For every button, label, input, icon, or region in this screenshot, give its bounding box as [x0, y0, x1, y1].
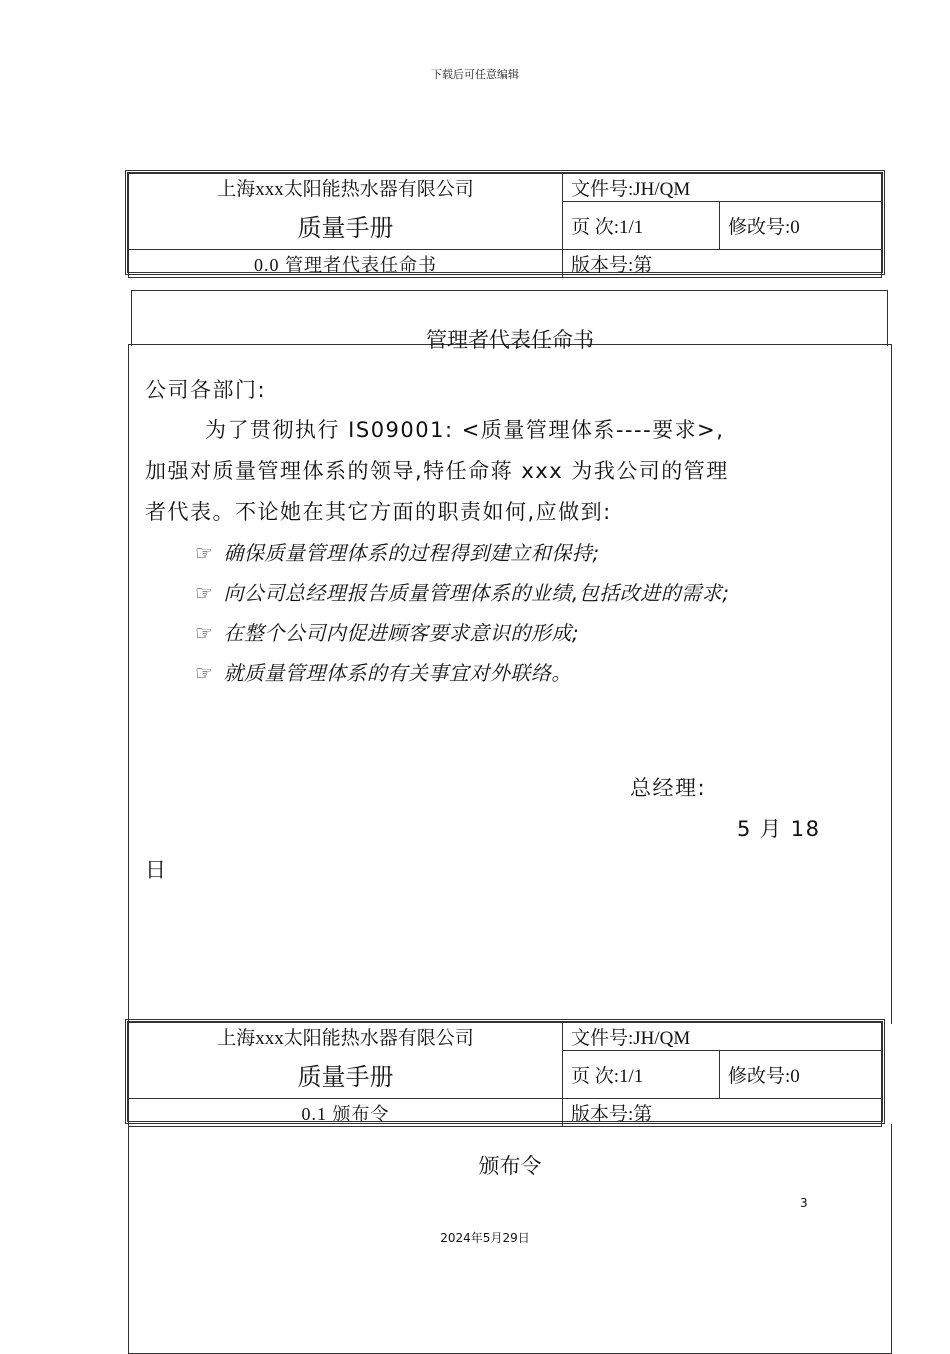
- duty-bullet: [195, 657, 572, 686]
- footer-date: 2024年5月29日: [440, 1231, 530, 1245]
- company-name: 上海xxx太阳能热水器有限公司: [129, 174, 563, 202]
- revision-number: 修改号:0: [720, 202, 882, 250]
- pointing-hand-icon: ☞: [195, 621, 214, 645]
- pointing-hand-icon: ☞: [195, 541, 214, 565]
- top-note: 下载后可任意编辑: [431, 68, 519, 81]
- file-number: 文件号:JH/QM: [563, 1023, 882, 1051]
- page-number: 3: [800, 1196, 808, 1210]
- appointment-date: 5 月 18: [737, 817, 821, 841]
- section-title: 0.1 颁布令: [129, 1099, 563, 1127]
- duty-bullet: [195, 577, 730, 606]
- duty-text: 在整个公司内促进顾客要求意识的形成;: [223, 621, 580, 645]
- document-header-table: [125, 1019, 885, 1124]
- page-count: 页 次:1/1: [563, 1051, 720, 1099]
- page-count: 页 次:1/1: [563, 202, 720, 250]
- company-name: 上海xxx太阳能热水器有限公司: [129, 1023, 563, 1051]
- duty-text: 向公司总经理报告质量管理体系的业绩,包括改进的需求;: [223, 581, 730, 605]
- manual-title: 质量手册: [129, 1051, 563, 1099]
- paragraph-line-1: 为了贯彻执行 IS09001: <质量管理体系----要求>,: [205, 418, 725, 442]
- appointment-date-suffix: 日: [145, 858, 168, 882]
- paragraph-line-2: 加强对质量管理体系的领导,特任命蒋 xxx 为我公司的管理: [145, 459, 729, 483]
- duty-text: 就质量管理体系的有关事宜对外联络。: [223, 661, 572, 685]
- duty-text: 确保质量管理体系的过程得到建立和保持;: [223, 541, 600, 565]
- revision-number: 修改号:0: [720, 1051, 882, 1099]
- duty-bullet: [195, 537, 600, 566]
- salutation: 公司各部门:: [145, 378, 267, 402]
- document-header-table: [125, 170, 885, 275]
- pointing-hand-icon: ☞: [195, 581, 214, 605]
- file-number: 文件号:JH/QM: [563, 174, 882, 202]
- decree-title: 颁布令: [478, 1154, 542, 1178]
- manual-title: 质量手册: [129, 202, 563, 250]
- appointment-title: 管理者代表任命书: [426, 328, 594, 352]
- version-number: 版本号:第: [563, 250, 882, 278]
- duty-bullet: [195, 617, 579, 646]
- signer-label: 总经理:: [630, 776, 707, 800]
- pointing-hand-icon: ☞: [195, 661, 214, 685]
- section-title: 0.0 管理者代表任命书: [129, 250, 563, 278]
- paragraph-line-3: 者代表。不论她在其它方面的职责如何,应做到:: [145, 500, 612, 524]
- version-number: 版本号:第: [563, 1099, 882, 1127]
